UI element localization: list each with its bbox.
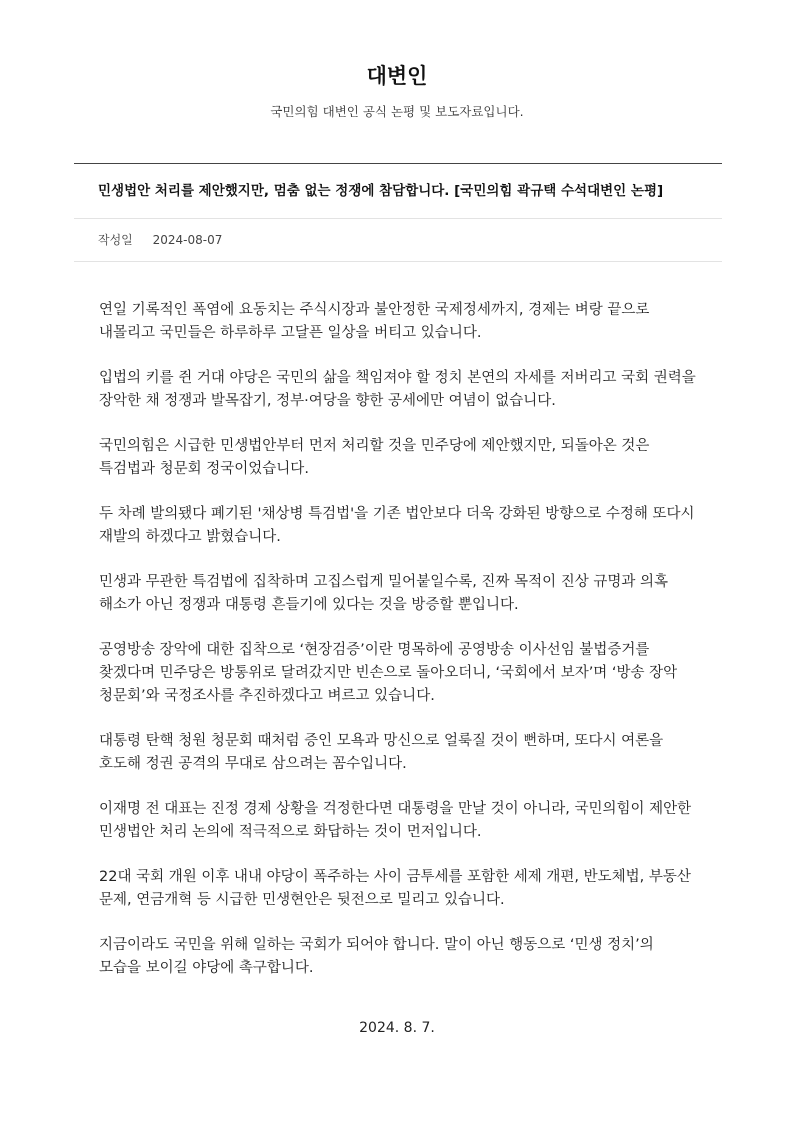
article-title: 민생법안 처리를 제안했지만, 멈춤 없는 정쟁에 참담합니다. [국민의힘 곽규택 수석대변인 논평] bbox=[98, 183, 664, 199]
paragraph: 민생과 무관한 특검법에 집착하며 고집스럽게 밀어붙일수록, 진짜 목적이 진상 규명과 의혹 해소가 아닌 정쟁과 대통령 흔들기에 있다는 것을 방증할 뿐입니다. bbox=[99, 574, 668, 613]
divider-top bbox=[74, 163, 722, 164]
article-body bbox=[99, 299, 699, 1002]
date-label: 작성일 bbox=[98, 233, 133, 247]
paragraph: 국민의힘은 시급한 민생법안부터 먼저 처리할 것을 민주당에 제안했지만, 되돌아온 것은 특검법과 청문회 정국이었습니다. bbox=[99, 438, 650, 477]
page-title: 대변인 bbox=[366, 64, 428, 88]
paragraph: 입법의 키를 쥔 거대 야당은 국민의 삶을 책임져야 할 정치 본연의 자세를 저버리고 국회 권력을 장악한 채 정쟁과 발목잡기, 정부·여당을 향한 공세에만 여념이 없습니다. bbox=[99, 370, 696, 409]
paragraph: 지금이라도 국민을 위해 일하는 국회가 되어야 합니다. 말이 아닌 행동으로 ‘민생 정치’의 모습을 보이길 야당에 촉구합니다. bbox=[99, 937, 654, 976]
paragraph: 22대 국회 개원 이후 내내 야당이 폭주하는 사이 금투세를 포함한 세제 개편, 반도체법, 부동산 문제, 연금개혁 등 시급한 민생현안은 뒷전으로 밀리고 있습니다. bbox=[99, 869, 691, 908]
paragraph: 두 차례 발의됐다 폐기된 '채상병 특검법'을 기존 법안보다 더욱 강화된 방향으로 수정해 또다시 재발의 하겠다고 밝혔습니다. bbox=[99, 506, 695, 545]
publish-date: 2024-08-07 bbox=[152, 233, 223, 247]
page-subtitle: 국민의힘 대변인 공식 논평 및 보도자료입니다. bbox=[270, 104, 524, 119]
signoff-date: 2024. 8. 7. bbox=[359, 1020, 435, 1036]
divider-meta bbox=[74, 261, 722, 262]
paragraph: 공영방송 장악에 대한 집착으로 ‘현장검증’이란 명목하에 공영방송 이사선임 불법증거를 찾겠다며 민주당은 방통위로 달려갔지만 빈손으로 돌아오더니, ‘국회에서 보자’며 ‘방송 장악 청문회’와 국정조사를 추진하겠다고 벼르고 있습니다. bbox=[99, 642, 678, 704]
article-meta bbox=[98, 231, 222, 249]
divider-title bbox=[74, 218, 722, 219]
paragraph: 대통령 탄핵 청원 청문회 때처럼 증인 모욕과 망신으로 얼룩질 것이 뻔하며, 또다시 여론을 호도해 정권 공격의 무대로 삼으려는 꼼수입니다. bbox=[99, 733, 664, 772]
paragraph: 이재명 전 대표는 진정 경제 상황을 걱정한다면 대통령을 만날 것이 아니라, 국민의힘이 제안한 민생법안 처리 논의에 적극적으로 화답하는 것이 먼저입니다. bbox=[99, 801, 692, 840]
paragraph: 연일 기록적인 폭염에 요동치는 주식시장과 불안정한 국제정세까지, 경제는 벼랑 끝으로 내몰리고 국민들은 하루하루 고달픈 일상을 버티고 있습니다. bbox=[99, 302, 650, 341]
